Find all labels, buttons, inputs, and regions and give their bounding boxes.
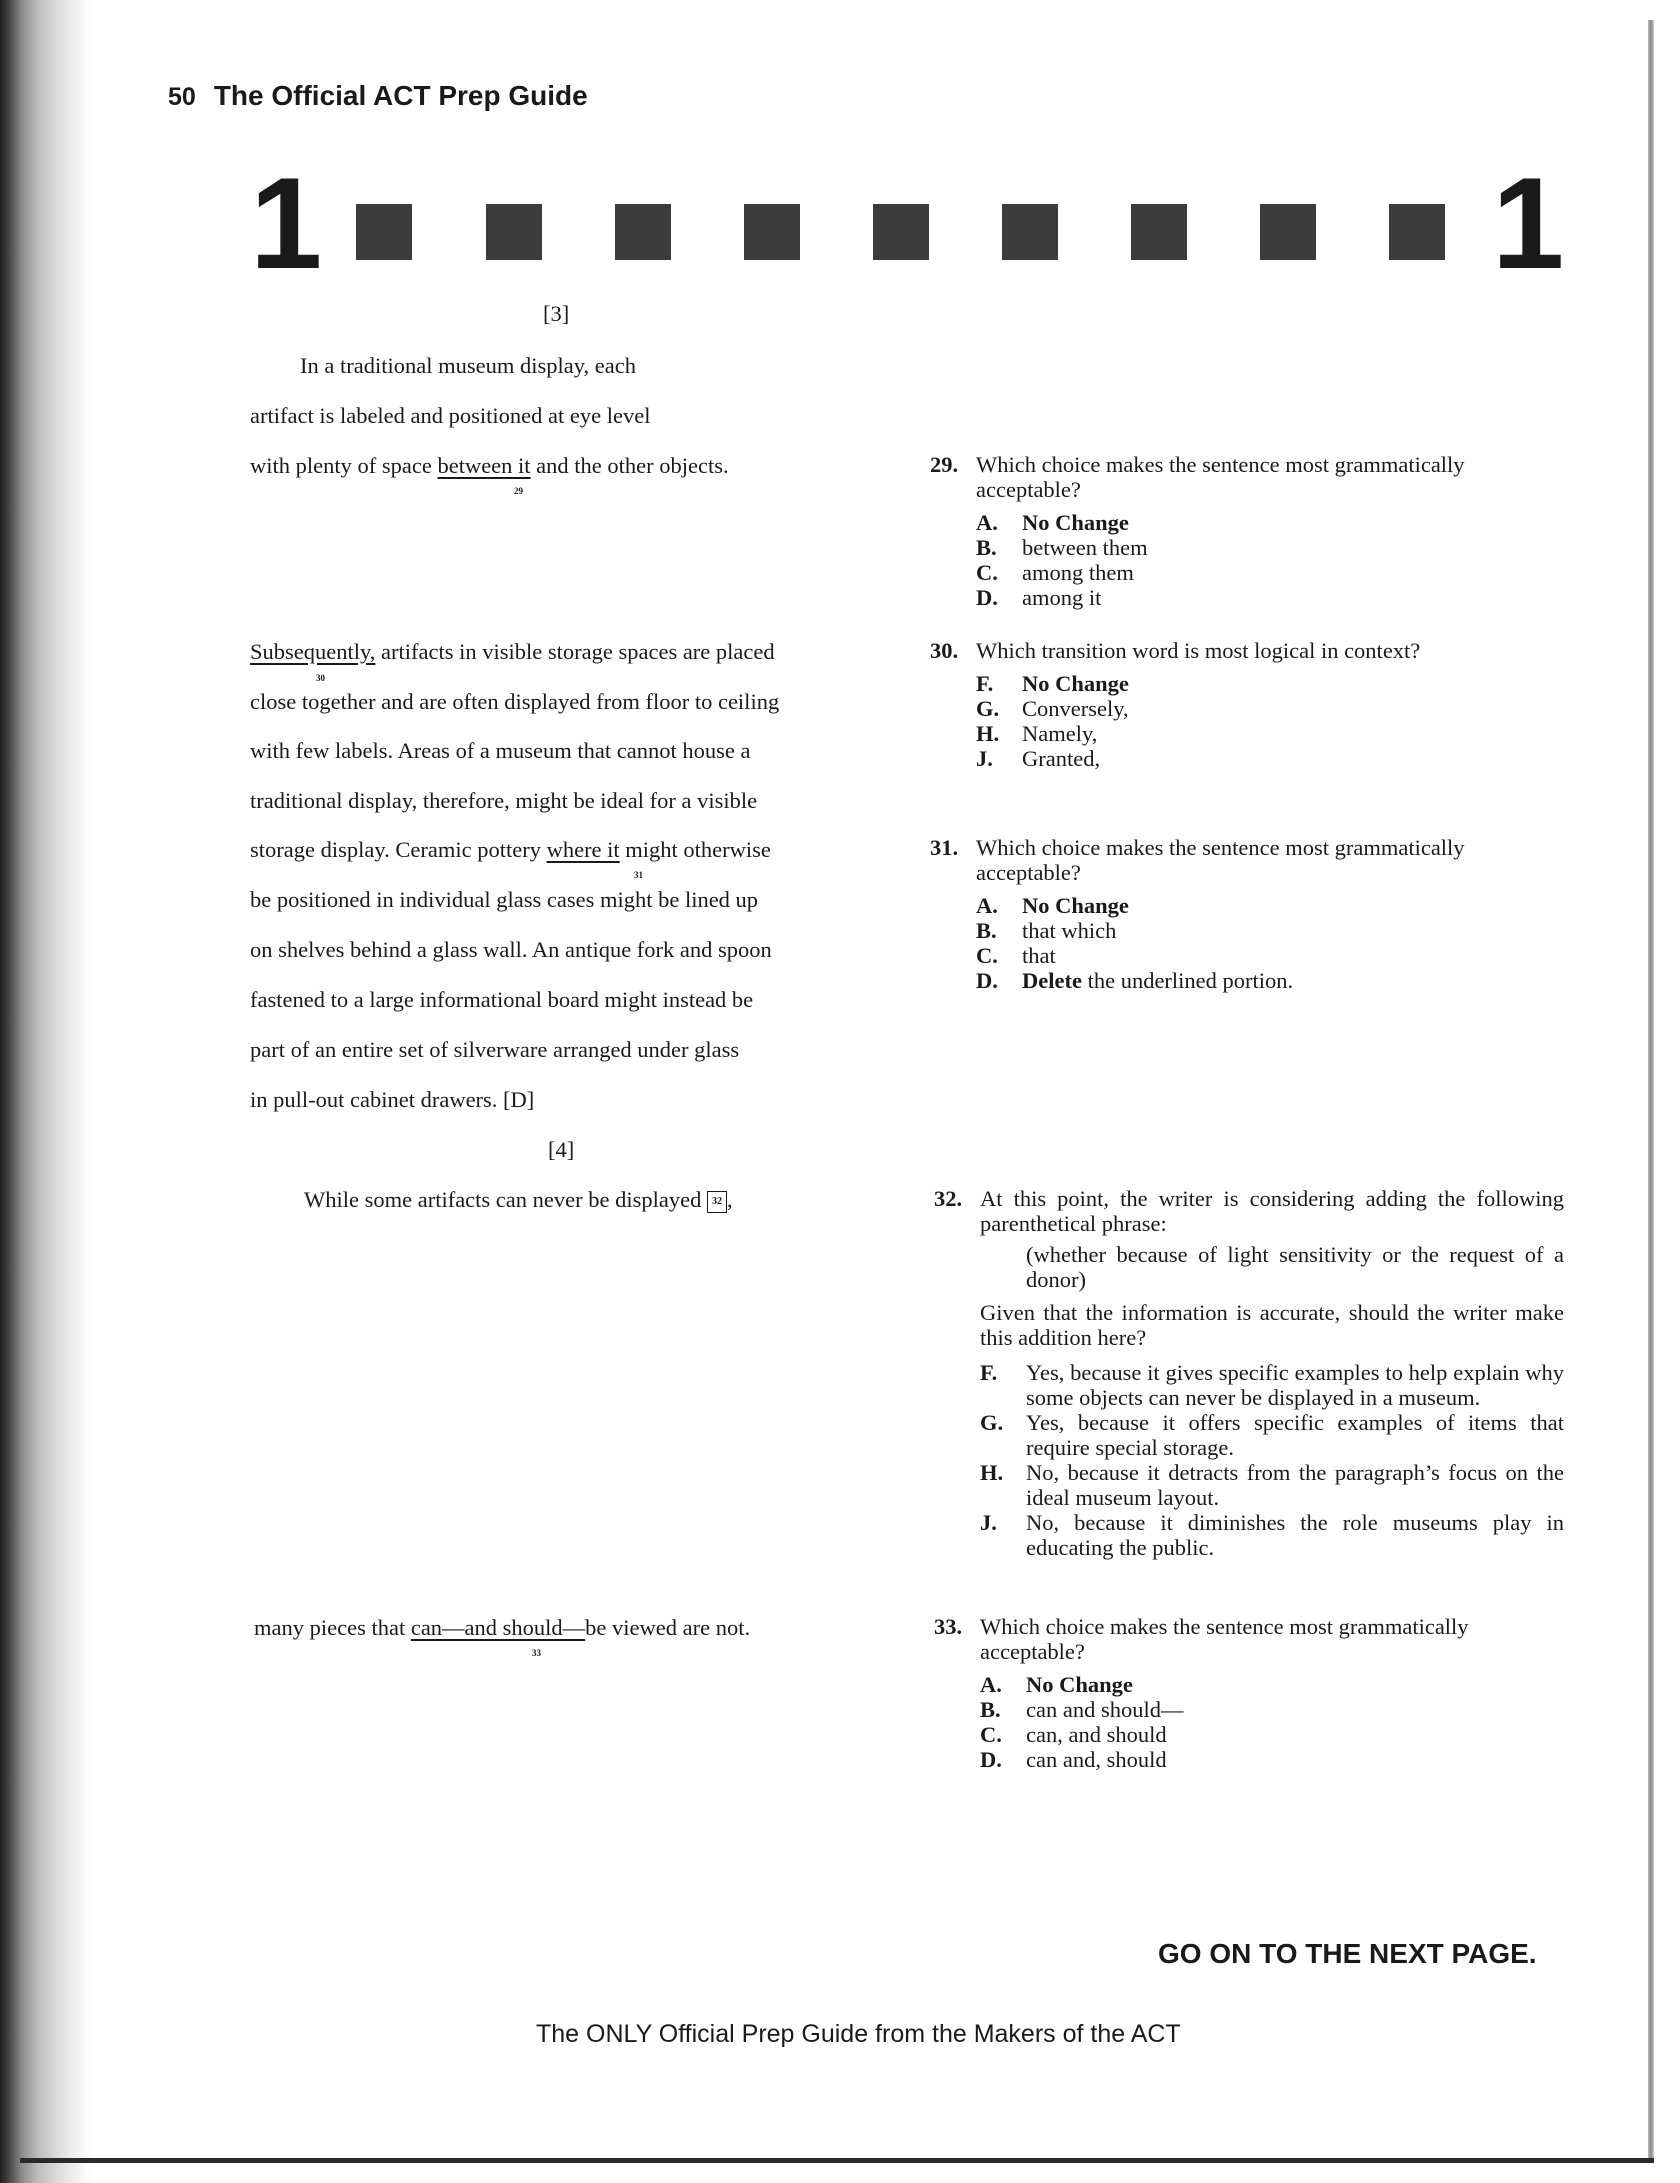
answer-option-c[interactable]: C. can, and should <box>980 1722 1167 1747</box>
section-bar-square <box>1002 204 1058 260</box>
running-header <box>168 80 588 112</box>
answer-option-b[interactable]: B. can and should— <box>980 1697 1184 1722</box>
answer-option-a[interactable]: A. No Change <box>976 510 1129 535</box>
question-box-32[interactable]: 32 <box>707 1191 727 1213</box>
answer-option-b[interactable]: B. that which <box>976 918 1117 943</box>
answer-option-j[interactable]: J. No, because it diminishes the role museums play in educating the public. <box>980 1510 1564 1560</box>
answer-option-c[interactable]: C. among them <box>976 560 1134 585</box>
question-follow-up: Given that the information is accurate, should the writer make this addition here? <box>980 1300 1564 1350</box>
passage-line: storage display. Ceramic pottery where it might otherwise <box>250 837 771 862</box>
page-right-edge <box>1648 20 1654 2160</box>
section-bar-square <box>1131 204 1187 260</box>
passage-line: many pieces that can—and should—be viewed are not. <box>254 1615 751 1640</box>
section-bar-square <box>873 204 929 260</box>
question-stem: Which choice makes the sentence most grammatically acceptable? <box>976 835 1465 885</box>
question-stem: At this point, the writer is considering adding the following parenthetical phrase: <box>980 1186 1564 1236</box>
question-number: 33. <box>934 1614 963 1639</box>
question-30 <box>930 638 1560 771</box>
question-29 <box>930 452 1560 610</box>
answer-option-h[interactable]: H. No, because it detracts from the paragraph’s focus on the ideal museum layout. <box>980 1460 1564 1510</box>
answer-option-g[interactable]: G. Yes, because it offers specific examples of items that require special storage. <box>980 1410 1564 1460</box>
section-bar-square <box>1389 204 1445 260</box>
underlined-portion-29[interactable]: between it <box>437 453 531 478</box>
passage-line: on shelves behind a glass wall. An antique fork and spoon <box>250 937 772 962</box>
page-bottom-edge <box>20 2158 1654 2163</box>
answer-option-j[interactable]: J. Granted, <box>976 746 1101 771</box>
paragraph-marker-3: [3] <box>543 301 570 326</box>
passage-line: While some artifacts can never be displayed 32 , <box>304 1187 733 1212</box>
passage-line: be positioned in individual glass cases might be lined up <box>250 887 759 912</box>
underlined-portion-30[interactable]: Subsequently, <box>250 639 376 664</box>
question-ref-29: 29 <box>514 486 523 496</box>
section-number-right: 1 <box>1492 150 1565 296</box>
passage-line: with plenty of space between it and the other objects. <box>250 453 729 478</box>
section-number-left: 1 <box>250 150 323 296</box>
section-bar-square <box>1260 204 1316 260</box>
section-bar-square <box>356 204 412 260</box>
passage-line: Subsequently, artifacts in visible storage spaces are placed <box>250 639 775 664</box>
question-number: 30. <box>930 638 959 663</box>
question-stem: Which choice makes the sentence most grammatically acceptable? <box>976 452 1465 502</box>
passage-line: close together and are often displayed from floor to ceiling <box>250 689 780 714</box>
parenthetical-phrase: (whether because of light sensitivity or the request of a donor) <box>1026 1242 1564 1292</box>
book-title: The Official ACT Prep Guide <box>213 80 588 111</box>
question-stem: Which transition word is most logical in context? <box>976 638 1421 663</box>
question-ref-33: 33 <box>532 1648 541 1658</box>
passage-line: with few labels. Areas of a museum that cannot house a <box>250 738 751 763</box>
passage-line: In a traditional museum display, each <box>300 353 636 378</box>
passage-line: traditional display, therefore, might be ideal for a visible <box>250 788 758 813</box>
answer-option-h[interactable]: H. Namely, <box>976 721 1098 746</box>
go-on-notice: GO ON TO THE NEXT PAGE. <box>1158 1938 1537 1969</box>
page-number: 50 <box>168 83 196 111</box>
passage-line: fastened to a large informational board might instead be <box>250 987 754 1012</box>
answer-option-d[interactable]: D. can and, should <box>980 1747 1167 1772</box>
question-32 <box>934 1186 1564 1560</box>
passage-line: in pull-out cabinet drawers. [D] <box>250 1087 535 1112</box>
underlined-portion-31[interactable]: where it <box>546 837 620 862</box>
answer-option-d[interactable]: D. Delete the underlined portion. <box>976 968 1294 993</box>
passage-line: part of an entire set of silverware arranged under glass <box>250 1037 740 1062</box>
answer-option-c[interactable]: C. that <box>976 943 1056 968</box>
section-bar-square <box>744 204 800 260</box>
question-stem: Which choice makes the sentence most grammatically acceptable? <box>980 1614 1469 1664</box>
answer-option-f[interactable]: F. Yes, because it gives specific examples to help explain why some objects can never be displayed in a museum. <box>980 1360 1564 1410</box>
section-bar-square <box>486 204 542 260</box>
question-number: 29. <box>930 452 959 477</box>
answer-option-a[interactable]: A. No Change <box>980 1672 1133 1697</box>
answer-option-d[interactable]: D. among it <box>976 585 1102 610</box>
question-number: 32. <box>934 1186 963 1211</box>
question-31 <box>930 835 1560 993</box>
section-bar-square <box>615 204 671 260</box>
answer-option-f[interactable]: F. No Change <box>976 671 1129 696</box>
question-ref-30: 30 <box>316 673 325 683</box>
page-footer: The ONLY Official Prep Guide from the Makers of the ACT <box>536 2020 1181 2048</box>
paragraph-marker-4: [4] <box>548 1137 575 1162</box>
answer-option-g[interactable]: G. Conversely, <box>976 696 1129 721</box>
question-33 <box>934 1614 1564 1772</box>
book-spine-shadow <box>0 0 92 2183</box>
question-number: 31. <box>930 835 959 860</box>
answer-option-a[interactable]: A. No Change <box>976 893 1129 918</box>
question-ref-31: 31 <box>634 870 643 880</box>
passage-line: artifact is labeled and positioned at eye level <box>250 403 651 428</box>
answer-option-b[interactable]: B. between them <box>976 535 1148 560</box>
underlined-portion-33[interactable]: can—and should— <box>410 1615 586 1640</box>
